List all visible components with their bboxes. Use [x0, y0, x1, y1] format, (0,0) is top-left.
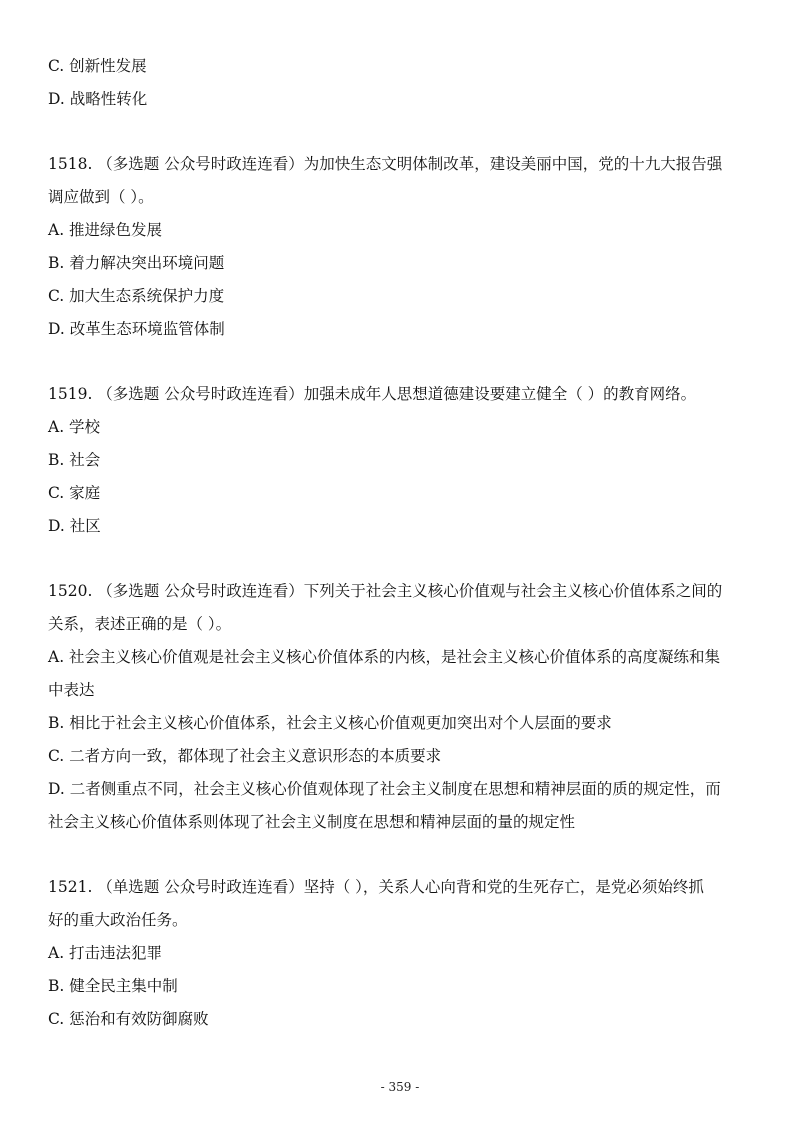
question-stem-cont: 好的重大政治任务。: [48, 911, 188, 929]
option-d: D. 改革生态环境监管体制: [48, 320, 225, 338]
question-1520: [48, 575, 768, 839]
option-c: C. 加大生态系统保护力度: [48, 287, 225, 305]
option-d: D. 社区: [48, 517, 101, 535]
question-stem: 1518. （多选题 公众号时政连连看）为加快生态文明体制改革，建设美丽中国，党的十九大报告强: [48, 155, 723, 173]
option-d: D. 战略性转化: [48, 90, 148, 108]
question-stem-cont: 调应做到（ ）。: [48, 188, 154, 206]
question-1518: [48, 148, 768, 346]
document-body: [48, 50, 768, 1036]
question-stem: 1520. （多选题 公众号时政连连看）下列关于社会主义核心价值观与社会主义核心价值体系之间的: [48, 582, 723, 600]
option-b: B. 相比于社会主义核心价值体系，社会主义核心价值观更加突出对个人层面的要求: [48, 714, 612, 732]
question-stem: 1519. （多选题 公众号时政连连看）加强未成年人思想道德建设要建立健全（ ）的教育网络。: [48, 385, 697, 403]
question-1521: [48, 871, 768, 1036]
option-a: A. 推进绿色发展: [48, 221, 163, 239]
page-number: - 359 -: [380, 1080, 420, 1094]
question-1519: [48, 378, 768, 543]
option-a: A. 社会主义核心价值观是社会主义核心价值体系的内核，是社会主义核心价值体系的高度凝练和集: [48, 648, 721, 666]
option-c: C. 二者方向一致，都体现了社会主义意识形态的本质要求: [48, 747, 442, 765]
option-b: B. 着力解决突出环境问题: [48, 254, 225, 272]
option-b: B. 社会: [48, 451, 101, 469]
carryover-options: [48, 50, 768, 116]
option-d: D. 二者侧重点不同，社会主义核心价值观体现了社会主义制度在思想和精神层面的质的规定性，而: [48, 780, 721, 798]
option-d-cont: 社会主义核心价值体系则体现了社会主义制度在思想和精神层面的量的规定性: [48, 813, 576, 831]
option-a: A. 学校: [48, 418, 101, 436]
option-c: C. 家庭: [48, 484, 101, 502]
question-stem-cont: 关系，表述正确的是（ ）。: [48, 615, 232, 633]
option-a: A. 打击违法犯罪: [48, 944, 163, 962]
option-c: C. 创新性发展: [48, 57, 147, 75]
option-a-cont: 中表达: [48, 681, 95, 699]
question-stem: 1521. （单选题 公众号时政连连看）坚持（ ），关系人心向背和党的生死存亡，是党必须始终抓: [48, 878, 704, 896]
option-c: C. 惩治和有效防御腐败: [48, 1010, 209, 1028]
option-b: B. 健全民主集中制: [48, 977, 178, 995]
